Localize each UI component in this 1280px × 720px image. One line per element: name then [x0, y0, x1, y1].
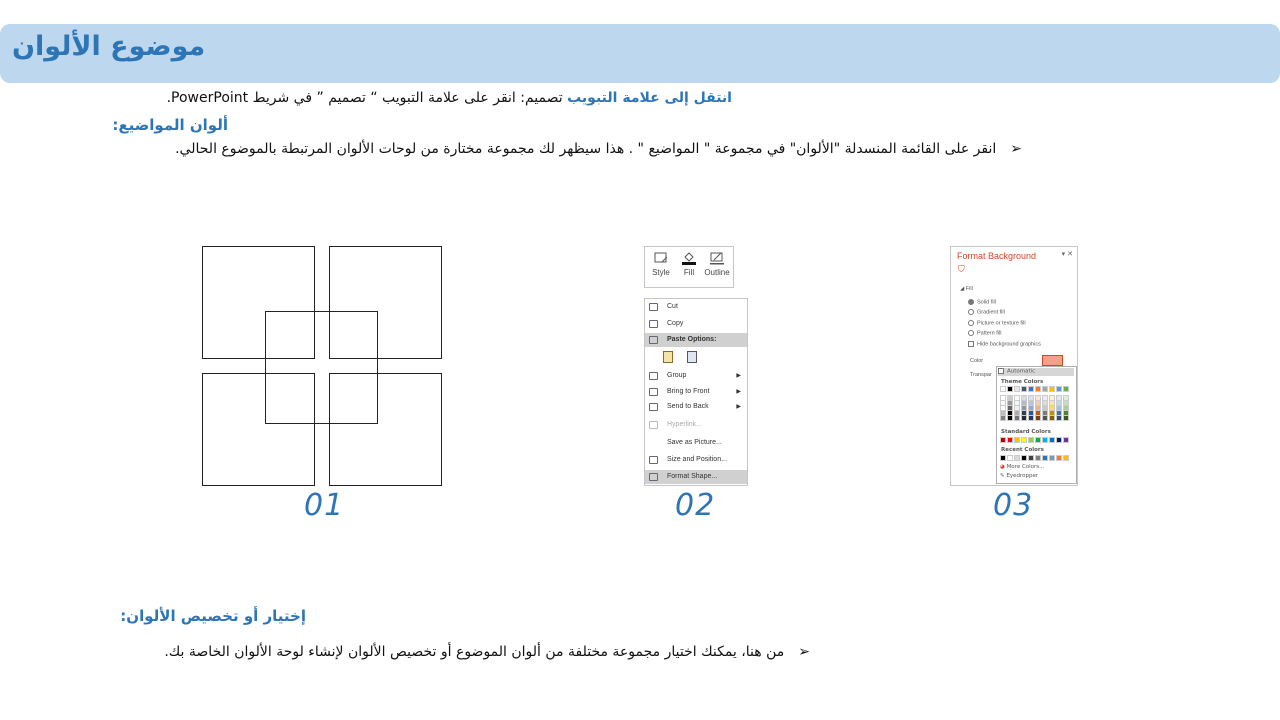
theme-color-swatch[interactable] — [1050, 401, 1054, 405]
menu-item-send-to-back[interactable]: Send to Back ▶ — [645, 400, 747, 414]
fill-bucket-icon — [681, 250, 697, 266]
standard-color-swatch[interactable] — [1043, 438, 1047, 442]
theme-color-swatch[interactable] — [1022, 401, 1026, 405]
pane-close-icon[interactable]: ▾ ✕ — [1061, 251, 1073, 258]
style-label: Style — [652, 268, 670, 277]
section1-bullet — [116, 141, 1022, 157]
theme-color-swatch[interactable] — [1036, 401, 1040, 405]
transparency-label: Transpar — [970, 372, 992, 378]
theme-color-swatch[interactable] — [1057, 401, 1061, 405]
automatic-color-option[interactable]: Automatic — [998, 368, 1074, 376]
theme-color-swatch[interactable] — [1050, 411, 1054, 415]
theme-color-swatch[interactable] — [1029, 396, 1033, 400]
theme-color-swatch[interactable] — [1057, 396, 1061, 400]
recent-colors-heading: Recent Colors — [1001, 447, 1044, 453]
scissors-icon — [649, 303, 658, 311]
size-position-icon — [649, 456, 658, 464]
menu-item-size-and-position[interactable]: Size and Position... — [645, 453, 747, 467]
theme-color-swatch[interactable] — [1043, 401, 1047, 405]
theme-color-swatch[interactable] — [1029, 406, 1033, 410]
theme-color-swatch[interactable] — [1008, 401, 1012, 405]
color-palette-dropdown — [996, 366, 1077, 484]
theme-color-swatch[interactable] — [1022, 416, 1026, 420]
menu-item-group[interactable]: Group ▶ — [645, 369, 747, 383]
title-bar — [0, 24, 1280, 83]
submenu-arrow-icon: ▶ — [736, 404, 741, 410]
theme-color-swatch[interactable] — [1029, 387, 1033, 391]
more-colors-option[interactable]: ◕ More Colors... — [1000, 464, 1045, 470]
theme-color-swatch[interactable] — [1022, 396, 1026, 400]
menu-item-format-shape[interactable]: Format Shape... — [645, 470, 747, 484]
theme-color-swatch[interactable] — [1001, 416, 1005, 420]
theme-color-swatch[interactable] — [1015, 411, 1019, 415]
arrow-bullet-icon: ➢ — [798, 644, 810, 660]
theme-color-swatch[interactable] — [1064, 411, 1068, 415]
theme-color-swatch[interactable] — [1008, 396, 1012, 400]
recent-color-swatch[interactable] — [1064, 456, 1068, 460]
theme-color-swatch[interactable] — [1015, 387, 1019, 391]
theme-color-swatch[interactable] — [1001, 406, 1005, 410]
fill-label: Fill — [683, 268, 695, 277]
standard-color-swatch[interactable] — [1036, 438, 1040, 442]
theme-color-swatch[interactable] — [1029, 411, 1033, 415]
copy-icon — [649, 320, 658, 328]
square-bottom-right — [329, 373, 442, 486]
theme-color-swatch[interactable] — [1064, 387, 1068, 391]
style-icon — [653, 250, 669, 266]
color-label: Color — [970, 358, 984, 364]
outline-button[interactable] — [703, 250, 731, 277]
theme-color-swatch[interactable] — [1050, 406, 1054, 410]
theme-color-swatch[interactable] — [1015, 396, 1019, 400]
theme-color-swatch[interactable] — [1057, 387, 1061, 391]
theme-color-swatch[interactable] — [1029, 401, 1033, 405]
fill-heading: Fill — [965, 286, 973, 292]
menu-item-cut[interactable]: Cut — [645, 300, 747, 314]
theme-color-swatch[interactable] — [1008, 387, 1012, 391]
theme-color-swatch[interactable] — [1036, 406, 1040, 410]
bring-to-front-icon — [649, 388, 658, 396]
paste-picture-icon[interactable] — [687, 351, 697, 363]
standard-color-swatch[interactable] — [1015, 438, 1019, 442]
section1-bullet-text: انقر على القائمة المنسدلة "الألوان" في مجموعة " المواضيع " . هذا سيظهر لك مجموعة مختارة من لوحات الألوان المرتبطة بالموضوع الحالي. — [175, 141, 997, 157]
theme-color-swatch[interactable] — [1050, 396, 1054, 400]
mini-toolbar — [644, 246, 734, 288]
paste-icon — [649, 336, 658, 344]
theme-color-swatch[interactable] — [1008, 416, 1012, 420]
fill-section-header[interactable]: ◢ Fill — [960, 286, 973, 292]
recent-color-swatch[interactable] — [1057, 456, 1061, 460]
radio-picture-fill[interactable]: Picture or texture fill — [968, 320, 1026, 326]
radio-pattern-fill[interactable]: Pattern fill — [968, 330, 1001, 336]
theme-color-swatch[interactable] — [1064, 396, 1068, 400]
theme-color-swatch[interactable] — [1022, 411, 1026, 415]
eyedropper-option[interactable]: ✎ Eyedropper — [1000, 473, 1039, 479]
standard-color-swatch[interactable] — [1064, 438, 1068, 442]
theme-color-swatch[interactable] — [1043, 406, 1047, 410]
recent-color-swatch[interactable] — [1015, 456, 1019, 460]
theme-color-swatch[interactable] — [1001, 401, 1005, 405]
theme-color-swatch[interactable] — [1029, 416, 1033, 420]
radio-solid-fill[interactable]: Solid fill — [968, 299, 996, 305]
paste-option-icons — [645, 349, 747, 367]
theme-color-swatch[interactable] — [1064, 416, 1068, 420]
theme-color-swatch[interactable] — [1015, 401, 1019, 405]
submenu-arrow-icon: ▶ — [736, 373, 741, 379]
menu-item-save-as-picture[interactable]: Save as Picture... — [667, 439, 722, 446]
figure-label-03: 03 — [993, 488, 1034, 523]
theme-color-swatch[interactable] — [1022, 387, 1026, 391]
theme-color-swatch[interactable] — [1057, 416, 1061, 420]
theme-color-swatch[interactable] — [1057, 406, 1061, 410]
standard-colors-heading: Standard Colors — [1001, 429, 1051, 435]
format-shape-icon — [649, 473, 658, 481]
fill-bucket-icon[interactable]: ⛉ — [958, 264, 965, 274]
outline-pen-icon — [709, 250, 725, 266]
menu-item-bring-to-front[interactable]: Bring to Front ▶ — [645, 385, 747, 399]
color-picker-button[interactable] — [1042, 355, 1063, 366]
section1-heading: ألوان المواضيع: — [112, 116, 228, 134]
figure-label-01: 01 — [304, 488, 345, 523]
standard-color-swatch[interactable] — [1057, 438, 1061, 442]
theme-color-swatch[interactable] — [1064, 401, 1068, 405]
theme-color-swatch[interactable] — [1036, 416, 1040, 420]
eyedropper-icon: ✎ — [1000, 473, 1005, 479]
theme-color-swatch[interactable] — [1001, 411, 1005, 415]
theme-color-swatch[interactable] — [1050, 387, 1054, 391]
recent-color-swatch[interactable] — [1008, 456, 1012, 460]
page-title: موضوع الألوان — [12, 31, 206, 62]
recent-color-swatch[interactable] — [1043, 456, 1047, 460]
theme-color-swatch[interactable] — [1043, 416, 1047, 420]
section2-bullet — [116, 644, 810, 660]
context-menu — [644, 298, 748, 486]
recent-color-swatch[interactable] — [1029, 456, 1033, 460]
theme-color-swatch[interactable] — [1001, 396, 1005, 400]
figure-label-02: 02 — [675, 488, 716, 523]
style-button[interactable] — [647, 250, 675, 277]
theme-color-swatch[interactable] — [1015, 416, 1019, 420]
menu-item-copy[interactable]: Copy — [645, 317, 747, 331]
radio-gradient-fill[interactable]: Gradient fill — [968, 309, 1005, 315]
theme-color-swatch[interactable] — [1036, 387, 1040, 391]
theme-color-swatch[interactable] — [1022, 406, 1026, 410]
menu-item-hyperlink[interactable]: Hyperlink... — [645, 418, 747, 432]
standard-color-swatch[interactable] — [1050, 438, 1054, 442]
intro-label: انتقل إلى علامة التبويب — [567, 90, 732, 106]
theme-color-swatch[interactable] — [1057, 411, 1061, 415]
arrow-bullet-icon: ➢ — [1010, 141, 1022, 157]
group-icon — [649, 372, 658, 380]
standard-color-swatch[interactable] — [1029, 438, 1033, 442]
theme-color-swatch[interactable] — [1001, 387, 1005, 391]
intro-line — [116, 90, 732, 106]
theme-color-swatch[interactable] — [1008, 406, 1012, 410]
checkbox-hide-graphics[interactable]: Hide background graphics — [968, 341, 1041, 347]
theme-color-swatch[interactable] — [1036, 396, 1040, 400]
recent-color-swatch[interactable] — [1001, 456, 1005, 460]
recent-color-swatch[interactable] — [1022, 456, 1026, 460]
theme-color-swatch[interactable] — [1064, 406, 1068, 410]
standard-color-swatch[interactable] — [1022, 438, 1026, 442]
recent-color-swatch[interactable] — [1036, 456, 1040, 460]
standard-color-swatch[interactable] — [1008, 438, 1012, 442]
section2-bullet-text: من هنا، يمكنك اختيار مجموعة مختلفة من ألوان الموضوع أو تخصيص الألوان لإنشاء لوحة الألوان الخاصة بك. — [164, 644, 785, 660]
submenu-arrow-icon: ▶ — [736, 389, 741, 395]
standard-color-swatch[interactable] — [1001, 438, 1005, 442]
hyperlink-icon — [649, 421, 658, 429]
theme-color-swatch[interactable] — [1036, 411, 1040, 415]
send-to-back-icon — [649, 403, 658, 411]
outline-label: Outline — [704, 268, 730, 277]
pane-title: Format Background — [957, 251, 1037, 261]
section2-heading: إختيار أو تخصيص الألوان: — [120, 607, 306, 625]
intro-text: تصميم: انقر على علامة التبويب “ تصميم ” في شريط PowerPoint. — [166, 90, 563, 106]
theme-color-swatch[interactable] — [1015, 406, 1019, 410]
menu-item-paste-options[interactable]: Paste Options: — [645, 333, 747, 347]
theme-color-swatch[interactable] — [1008, 411, 1012, 415]
color-wheel-icon: ◕ — [1000, 464, 1005, 470]
theme-color-swatch[interactable] — [1043, 387, 1047, 391]
theme-color-swatch[interactable] — [1050, 416, 1054, 420]
theme-colors-heading: Theme Colors — [1001, 379, 1044, 385]
recent-color-swatch[interactable] — [1050, 456, 1054, 460]
theme-color-swatch[interactable] — [1043, 411, 1047, 415]
square-bottom-left — [202, 373, 315, 486]
fill-button[interactable] — [675, 250, 703, 277]
theme-color-swatch[interactable] — [1043, 396, 1047, 400]
paste-keep-format-icon[interactable] — [663, 351, 673, 363]
